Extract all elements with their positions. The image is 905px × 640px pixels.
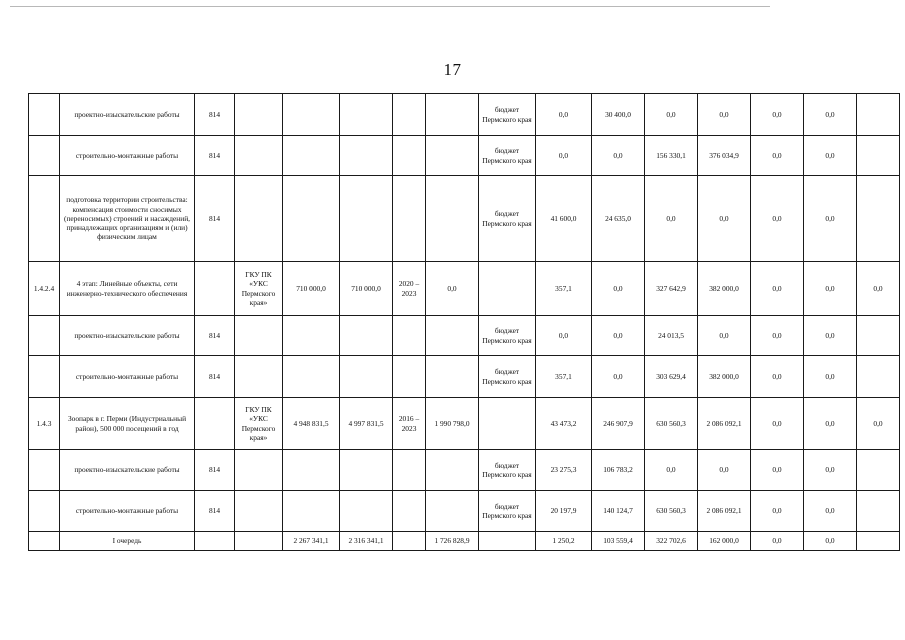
cell-cost-estimate xyxy=(283,356,340,398)
cell-value: 0,0 xyxy=(804,532,857,551)
cell-name: строительно-монтажные работы xyxy=(60,136,195,176)
cell-value: 0,0 xyxy=(751,136,804,176)
cell-value: 43 473,2 xyxy=(536,398,592,450)
cell-name: подготовка территории строительства: компенсация стоимости сносимых (переносимых) строений и насаждений, принадлежащих организациям и (или) физическим лицам xyxy=(60,176,195,262)
cell-period: 2016 – 2023 xyxy=(393,398,426,450)
cell-cost-total xyxy=(340,136,393,176)
cell-number xyxy=(29,532,60,551)
cell-cost-estimate: 2 267 341,1 xyxy=(283,532,340,551)
cell-prior-funding xyxy=(426,450,479,491)
cell-prior-funding xyxy=(426,94,479,136)
cell-cost-total xyxy=(340,316,393,356)
cell-value: 0,0 xyxy=(751,532,804,551)
cell-value: 0,0 xyxy=(804,136,857,176)
cell-value: 0,0 xyxy=(857,262,900,316)
cell-value: 2 086 092,1 xyxy=(698,491,751,532)
cell-code: 814 xyxy=(195,450,235,491)
cell-cost-estimate: 710 000,0 xyxy=(283,262,340,316)
cell-source: бюджет Пермского края xyxy=(479,491,536,532)
cell-code xyxy=(195,262,235,316)
cell-value: 246 907,9 xyxy=(592,398,645,450)
cell-cost-estimate xyxy=(283,176,340,262)
table-row xyxy=(29,450,900,491)
page-number: 17 xyxy=(443,60,462,79)
cell-name: проектно-изыскательские работы xyxy=(60,450,195,491)
cell-code: 814 xyxy=(195,316,235,356)
cell-prior-funding: 1 726 828,9 xyxy=(426,532,479,551)
cell-value xyxy=(857,356,900,398)
cell-source xyxy=(479,532,536,551)
cell-value: 0,0 xyxy=(698,176,751,262)
cell-source: бюджет Пермского края xyxy=(479,176,536,262)
cell-prior-funding xyxy=(426,136,479,176)
cell-value: 322 702,6 xyxy=(645,532,698,551)
cell-cost-estimate xyxy=(283,491,340,532)
cell-cost-estimate xyxy=(283,316,340,356)
cell-executor xyxy=(235,176,283,262)
cell-number: 1.4.3 xyxy=(29,398,60,450)
cell-value: 0,0 xyxy=(592,316,645,356)
cell-name: Зоопарк в г. Перми (Индустриальный район), 500 000 посещений в год xyxy=(60,398,195,450)
cell-value: 0,0 xyxy=(804,262,857,316)
cell-source: бюджет Пермского края xyxy=(479,356,536,398)
cell-cost-total: 4 997 831,5 xyxy=(340,398,393,450)
cell-value: 1 250,2 xyxy=(536,532,592,551)
cell-prior-funding: 0,0 xyxy=(426,262,479,316)
cell-value: 0,0 xyxy=(857,398,900,450)
cell-period xyxy=(393,176,426,262)
cell-value: 106 783,2 xyxy=(592,450,645,491)
cell-number xyxy=(29,176,60,262)
cell-value: 2 086 092,1 xyxy=(698,398,751,450)
cell-value: 0,0 xyxy=(751,94,804,136)
cell-period xyxy=(393,532,426,551)
cell-value: 20 197,9 xyxy=(536,491,592,532)
cell-value: 0,0 xyxy=(804,491,857,532)
table-row-total xyxy=(29,532,900,551)
table-row-main xyxy=(29,398,900,450)
cell-executor xyxy=(235,532,283,551)
cell-value: 630 560,3 xyxy=(645,398,698,450)
cell-value: 0,0 xyxy=(536,136,592,176)
cell-value: 156 330,1 xyxy=(645,136,698,176)
cell-code: 814 xyxy=(195,136,235,176)
cell-number xyxy=(29,491,60,532)
cell-executor xyxy=(235,491,283,532)
cell-period xyxy=(393,316,426,356)
table-row xyxy=(29,491,900,532)
cell-prior-funding xyxy=(426,356,479,398)
cell-value: 140 124,7 xyxy=(592,491,645,532)
cell-value: 0,0 xyxy=(698,450,751,491)
cell-cost-total xyxy=(340,176,393,262)
cell-value: 0,0 xyxy=(698,316,751,356)
cell-cost-estimate xyxy=(283,94,340,136)
cell-period xyxy=(393,136,426,176)
cell-value: 41 600,0 xyxy=(536,176,592,262)
cell-value: 23 275,3 xyxy=(536,450,592,491)
table-row xyxy=(29,94,900,136)
cell-value: 0,0 xyxy=(804,398,857,450)
cell-code xyxy=(195,532,235,551)
cell-value xyxy=(857,491,900,532)
cell-value xyxy=(857,450,900,491)
cell-value xyxy=(857,176,900,262)
cell-number: 1.4.2.4 xyxy=(29,262,60,316)
table-row xyxy=(29,136,900,176)
cell-value: 0,0 xyxy=(645,94,698,136)
cell-value: 0,0 xyxy=(804,450,857,491)
cell-value: 0,0 xyxy=(592,262,645,316)
cell-name: 4 этап: Линейные объекты, сети инженерно-технического обеспечения xyxy=(60,262,195,316)
cell-name: проектно-изыскательские работы xyxy=(60,316,195,356)
table-row xyxy=(29,356,900,398)
cell-value: 0,0 xyxy=(751,398,804,450)
cell-value: 327 642,9 xyxy=(645,262,698,316)
cell-period: 2020 – 2023 xyxy=(393,262,426,316)
cell-value: 0,0 xyxy=(536,94,592,136)
cell-value: 0,0 xyxy=(804,94,857,136)
cell-value xyxy=(857,136,900,176)
cell-number xyxy=(29,316,60,356)
cell-value: 0,0 xyxy=(645,176,698,262)
cell-source: бюджет Пермского края xyxy=(479,94,536,136)
cell-value: 0,0 xyxy=(804,176,857,262)
table-row xyxy=(29,316,900,356)
cell-executor xyxy=(235,356,283,398)
cell-value: 0,0 xyxy=(751,356,804,398)
cell-value xyxy=(857,532,900,551)
cell-cost-total: 2 316 341,1 xyxy=(340,532,393,551)
cell-code: 814 xyxy=(195,94,235,136)
cell-value: 162 000,0 xyxy=(698,532,751,551)
cell-value: 357,1 xyxy=(536,356,592,398)
cell-name: I очередь xyxy=(60,532,195,551)
cell-value: 382 000,0 xyxy=(698,356,751,398)
cell-cost-estimate xyxy=(283,136,340,176)
cell-value: 0,0 xyxy=(592,136,645,176)
cell-source: бюджет Пермского края xyxy=(479,316,536,356)
cell-period xyxy=(393,491,426,532)
cell-value: 0,0 xyxy=(751,262,804,316)
cell-value: 103 559,4 xyxy=(592,532,645,551)
cell-value: 0,0 xyxy=(751,316,804,356)
cell-executor xyxy=(235,316,283,356)
cell-cost-estimate xyxy=(283,450,340,491)
cell-code: 814 xyxy=(195,356,235,398)
cell-number xyxy=(29,94,60,136)
cell-value xyxy=(857,94,900,136)
cell-source: бюджет Пермского края xyxy=(479,136,536,176)
cell-period xyxy=(393,94,426,136)
cell-cost-total: 710 000,0 xyxy=(340,262,393,316)
cell-value: 0,0 xyxy=(698,94,751,136)
cell-prior-funding xyxy=(426,491,479,532)
cell-value xyxy=(857,316,900,356)
table-row xyxy=(29,176,900,262)
cell-cost-total xyxy=(340,491,393,532)
cell-source xyxy=(479,262,536,316)
cell-number xyxy=(29,450,60,491)
cell-executor xyxy=(235,450,283,491)
cell-executor xyxy=(235,94,283,136)
cell-value: 0,0 xyxy=(592,356,645,398)
cell-value: 0,0 xyxy=(751,491,804,532)
table-row-main xyxy=(29,262,900,316)
cell-name: строительно-монтажные работы xyxy=(60,356,195,398)
cell-source: бюджет Пермского края xyxy=(479,450,536,491)
cell-cost-total xyxy=(340,450,393,491)
cell-source xyxy=(479,398,536,450)
cell-value: 24 635,0 xyxy=(592,176,645,262)
cell-value: 357,1 xyxy=(536,262,592,316)
cell-number xyxy=(29,136,60,176)
cell-cost-estimate: 4 948 831,5 xyxy=(283,398,340,450)
cell-executor: ГКУ ПК «УКС Пермского края» xyxy=(235,262,283,316)
cell-value: 0,0 xyxy=(804,316,857,356)
cell-code: 814 xyxy=(195,176,235,262)
cell-value: 0,0 xyxy=(645,450,698,491)
cell-value: 303 629,4 xyxy=(645,356,698,398)
cell-value: 24 013,5 xyxy=(645,316,698,356)
cell-executor xyxy=(235,136,283,176)
cell-prior-funding: 1 990 798,0 xyxy=(426,398,479,450)
cell-prior-funding xyxy=(426,316,479,356)
scan-edge-line xyxy=(10,6,770,7)
cell-cost-total xyxy=(340,356,393,398)
cell-name: строительно-монтажные работы xyxy=(60,491,195,532)
cell-number xyxy=(29,356,60,398)
cell-value: 0,0 xyxy=(536,316,592,356)
cell-name: проектно-изыскательские работы xyxy=(60,94,195,136)
cell-period xyxy=(393,356,426,398)
cell-value: 0,0 xyxy=(751,176,804,262)
cell-code: 814 xyxy=(195,491,235,532)
cell-value: 376 034,9 xyxy=(698,136,751,176)
cell-executor: ГКУ ПК «УКС Пермского края» xyxy=(235,398,283,450)
cell-period xyxy=(393,450,426,491)
cell-code xyxy=(195,398,235,450)
cell-cost-total xyxy=(340,94,393,136)
budget-table xyxy=(28,93,900,551)
cell-value: 30 400,0 xyxy=(592,94,645,136)
cell-value: 0,0 xyxy=(804,356,857,398)
cell-value: 630 560,3 xyxy=(645,491,698,532)
cell-value: 382 000,0 xyxy=(698,262,751,316)
cell-prior-funding xyxy=(426,176,479,262)
cell-value: 0,0 xyxy=(751,450,804,491)
